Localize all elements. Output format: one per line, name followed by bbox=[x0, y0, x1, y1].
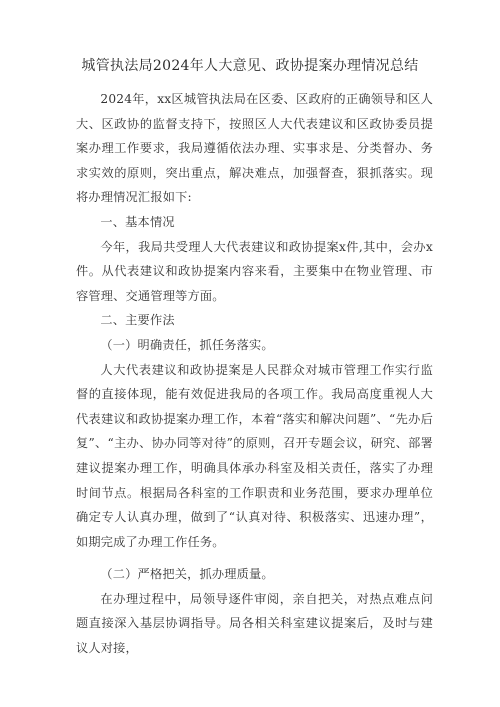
section-heading-basic: 一、基本情况 bbox=[100, 214, 175, 229]
subsection-heading-quality: （二）严格把关，抓办理质量。 bbox=[100, 567, 274, 582]
intro-paragraph: 2024年，xx区城管执法局在区委、区政府的正确领导和区人大、区政协的监督支持下，按照区人大代表建议和区政协委员提案办理工作要求，我局遵循依法办理、实事求是、分类督办、务求实效的原则，突出重点，解决难点，加强督查，狠抓落实。现将办理情况汇报如下: bbox=[76, 92, 433, 205]
basic-situation-paragraph: 今年，我局共受理人大代表建议和政协提案x件,其中，会办x件。从代表建议和政协提案内容来看，主要集中在物业管理、市容管理、交通管理等方面。 bbox=[76, 239, 433, 303]
document-title: 城管执法局2024年人大意见、政协提案办理情况总结 bbox=[81, 58, 419, 74]
section-heading-methods: 二、主要作法 bbox=[100, 313, 175, 328]
quality-paragraph: 在办理过程中，局领导逐件审阅，亲自把关，对热点难点问题直接深入基层协调指导。局各相关科室建议提案后，及时与建议人对接， bbox=[76, 591, 433, 656]
responsibility-paragraph: 人大代表建议和政协提案是人民群众对城市管理工作实行监督的直接体现，能有效促进我局的各项工作。我局高度重视人大代表建议和政协提案办理工作，本着“落实和解决问题”、“先办后复”、“主办、协办同等对待”的原则，召开专题会议，研究、部署建议提案办理工作，明确具体承办科室及相关责任，落实了办理时间节点。根据局各科室的工作职责和业务范围，要求办理单位确定专人认真办理，做到了“认真对待、积极落实、迅速办理”，如期完成了办理工作任务。 bbox=[76, 362, 433, 549]
document-body bbox=[76, 87, 433, 661]
subsection-heading-responsibility: （一）明确责任，抓任务落实。 bbox=[100, 337, 274, 352]
